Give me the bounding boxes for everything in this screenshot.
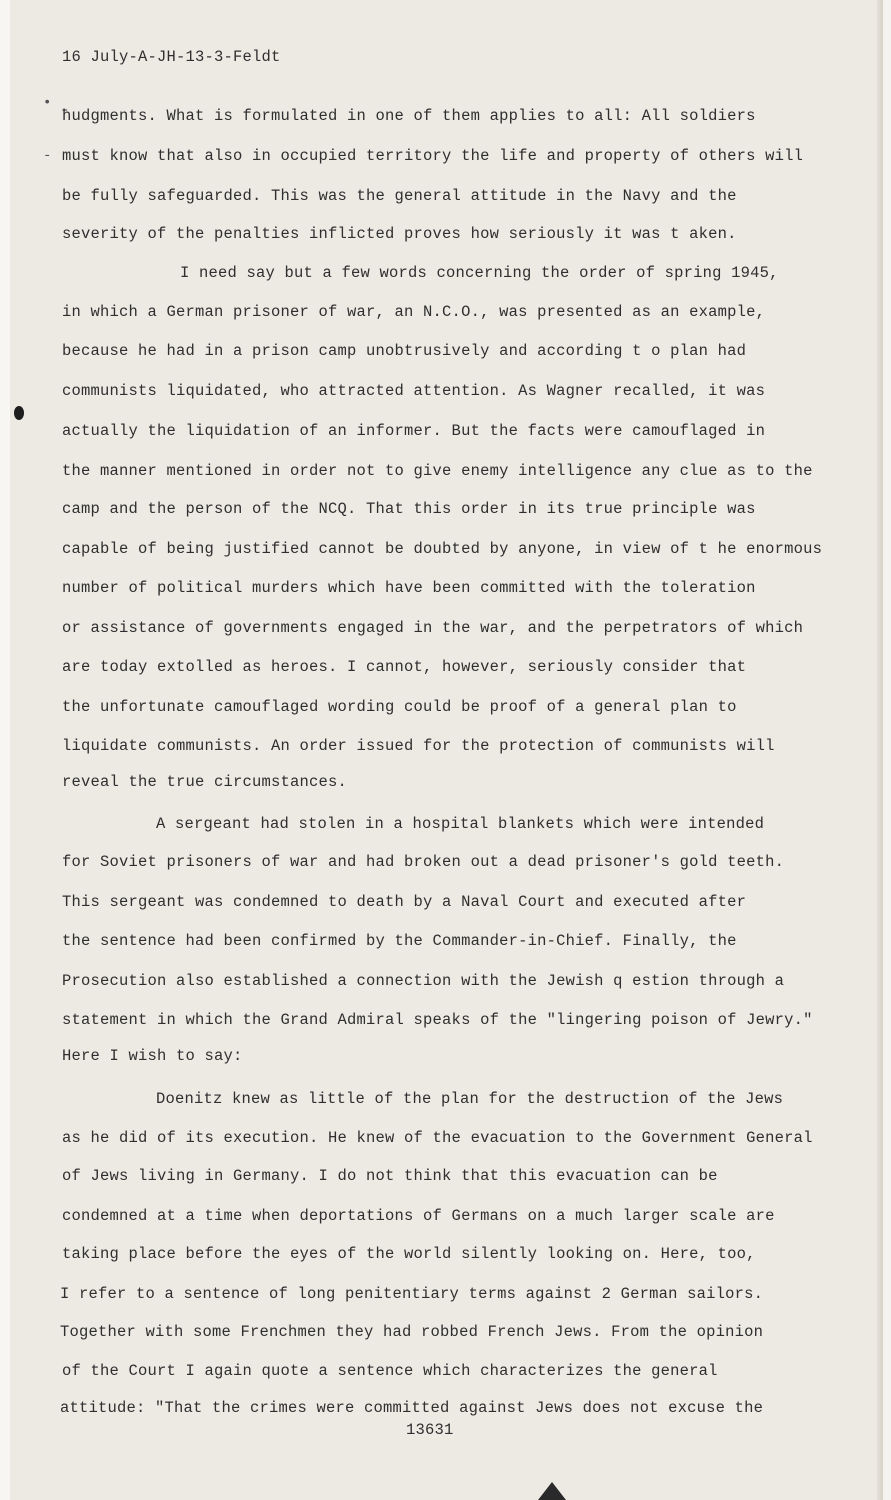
text-line: are today extolled as heroes. I cannot, however, seriously consider that [62,658,747,676]
text-line: or assistance of governments engaged in the war, and the perpetrators of which [62,619,804,637]
text-line: Doenitz knew as little of the plan for the destruction of the Jews [156,1090,784,1108]
text-line: actually the liquidation of an informer. But the facts were camouflaged in [62,422,766,440]
document-header: 16 July-A-JH-13-3-Feldt [62,48,281,66]
text-line: in which a German prisoner of war, an N.C.O., was presented as an example, [62,303,766,321]
text-line: camp and the person of the NCQ. That this order in its true principle was [62,500,756,518]
text-line: reveal the true circumstances. [62,773,348,791]
text-line: taking place before the eyes of the world silently looking on. Here, too, [62,1245,756,1263]
text-line: I refer to a sentence of long penitentiary terms against 2 German sailors. [60,1285,764,1303]
page-edge-shadow [877,0,883,1500]
text-line: Here I wish to say: [62,1047,243,1065]
text-line: condemned at a time when deportations of Germans on a much larger scale are [62,1207,775,1225]
text-line: statement in which the Grand Admiral speaks of the "lingering poison of Jewry." [62,1011,813,1029]
text-line: of the Court I again quote a sentence which characterizes the general [62,1362,718,1380]
text-line: as he did of its execution. He knew of the evacuation to the Government General [62,1129,813,1147]
text-line: of Jews living in Germany. I do not think that this evacuation can be [62,1167,718,1185]
text-line: the manner mentioned in order not to give enemy intelligence any clue as to the [62,462,813,480]
margin-mark-dash: - [43,148,52,164]
text-line: the unfortunate camouflaged wording could be proof of a general plan to [62,698,737,716]
text-line: Together with some Frenchmen they had robbed French Jews. From the opinion [60,1323,764,1341]
text-line: the sentence had been confirmed by the Commander-in-Chief. Finally, the [62,932,737,950]
punch-hole [14,406,24,420]
text-line: because he had in a prison camp unobtrusively and according t o plan had [62,342,747,360]
text-line: This sergeant was condemned to death by a Naval Court and executed after [62,893,747,911]
text-line: number of political murders which have been committed with the toleration [62,579,756,597]
text-line: liquidate communists. An order issued for the protection of communists will [62,737,775,755]
corner-tab [538,1482,566,1500]
margin-mark-dot: • [43,95,52,111]
text-line: capable of being justified cannot be doubted by anyone, in view of t he enormous [62,540,823,558]
text-line: A sergeant had stolen in a hospital blankets which were intended [156,815,765,833]
text-line: be fully safeguarded. This was the general attitude in the Navy and the [62,187,737,205]
text-line: severity of the penalties inflicted proves how seriously it was t aken. [62,225,737,243]
text-line: communists liquidated, who attracted attention. As Wagner recalled, it was [62,382,766,400]
text-line: ħudgments. What is formulated in one of them applies to all: All soldiers [62,107,756,125]
text-line: must know that also in occupied territory the life and property of others will [62,147,804,165]
text-line: I need say but a few words concerning the order of spring 1945, [180,264,779,282]
text-line: for Soviet prisoners of war and had broken out a dead prisoner's gold teeth. [62,853,785,871]
page-number: 13631 [406,1421,454,1439]
text-line: Prosecution also established a connection with the Jewish q estion through a [62,972,785,990]
text-line: attitude: "That the crimes were committed against Jews does not excuse the [60,1399,764,1417]
